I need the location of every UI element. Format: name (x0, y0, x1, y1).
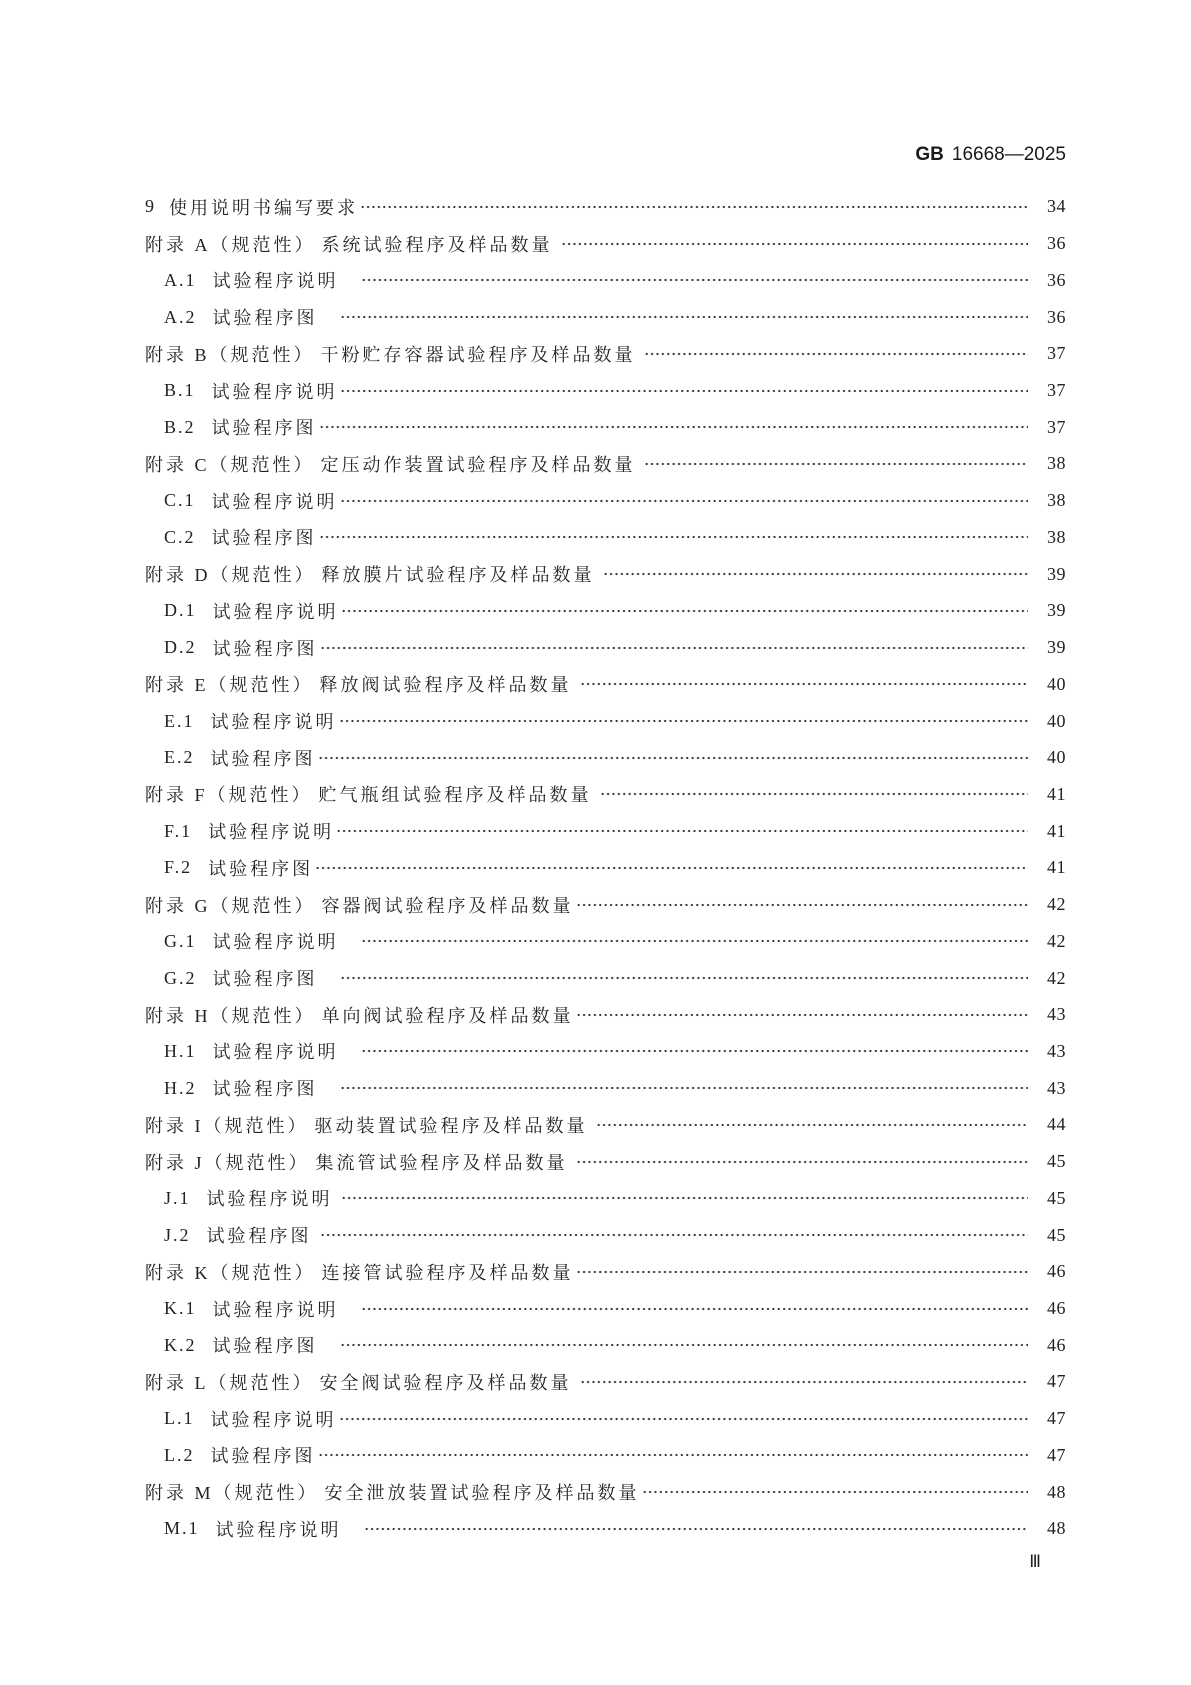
toc-entry-number: G.1 (164, 930, 197, 951)
toc-entry-g-2 (145, 960, 1066, 997)
toc-entry-title: 试验程序图 (212, 308, 318, 329)
toc-entry-e-1 (145, 703, 1066, 740)
toc-entry-title: 试验程序说明 (206, 1189, 333, 1210)
toc-entry-page: 46 (1047, 1298, 1066, 1319)
toc-entry-number: J.2 (164, 1224, 191, 1245)
toc-entry-title: 安全泄放装置试验程序及样品数量 (324, 1483, 640, 1504)
toc-entry-number: F.2 (164, 857, 193, 878)
toc-entry-page: 43 (1047, 1004, 1066, 1025)
toc-entry-title: 释放膜片试验程序及样品数量 (321, 565, 595, 586)
toc-entry-page: 44 (1047, 1114, 1066, 1135)
toc-entry-annex-i (145, 1107, 1066, 1144)
toc-entry-title: 干粉贮存容器试验程序及样品数量 (320, 344, 636, 365)
toc-entry-title: 试验程序图 (211, 418, 317, 439)
toc-entry-number: B.1 (164, 380, 196, 401)
toc-entry-number: D.2 (164, 637, 197, 658)
toc-entry-number: 附录 H（规范性） (145, 1005, 316, 1026)
toc-entry-title: 试验程序说明 (212, 601, 339, 622)
dot-leader (644, 350, 1028, 358)
toc-entry-page: 39 (1047, 563, 1066, 584)
toc-entry-page: 39 (1047, 600, 1066, 621)
toc-entry-c-1 (145, 482, 1066, 519)
toc-entry-page: 37 (1047, 416, 1066, 437)
toc-entry-page: 37 (1047, 343, 1066, 364)
toc-entry-page: 38 (1047, 526, 1066, 547)
toc-entry-annex-k (145, 1253, 1066, 1290)
dot-leader (361, 937, 1029, 945)
dot-leader (341, 607, 1029, 615)
toc-entry-page: 47 (1047, 1408, 1066, 1429)
toc-entry-page: 40 (1047, 710, 1066, 731)
dot-leader (318, 1451, 1029, 1459)
toc-entry-number: 9 (145, 196, 157, 217)
dot-leader (576, 901, 1029, 909)
dot-leader (576, 1158, 1028, 1166)
toc-entry-annex-d (145, 556, 1066, 593)
toc-entry-number: 附录 D（规范性） (145, 565, 316, 586)
toc-entry-title: 单向阀试验程序及样品数量 (321, 1005, 574, 1026)
dot-leader (318, 754, 1029, 762)
toc-entry-page: 41 (1047, 783, 1066, 804)
dot-leader (319, 423, 1028, 431)
toc-entry-title: 试验程序说明 (210, 1409, 337, 1430)
toc-entry-page: 45 (1047, 1187, 1066, 1208)
dot-leader (600, 790, 1028, 798)
toc-entry-title: 试验程序说明 (210, 712, 337, 733)
toc-entry-annex-g (145, 886, 1066, 923)
toc-entry-title: 容器阀试验程序及样品数量 (321, 895, 574, 916)
page-number: Ⅲ (1029, 1552, 1041, 1572)
toc-entry-title: 试验程序说明 (211, 491, 338, 512)
toc-entry-title: 集流管试验程序及样品数量 (315, 1152, 568, 1173)
dot-leader (603, 570, 1029, 578)
gb-prefix: GB (915, 144, 944, 165)
toc-entry-page: 40 (1047, 673, 1066, 694)
toc-entry-title: 使用说明书编写要求 (169, 197, 358, 218)
toc-entry-page: 40 (1047, 747, 1066, 768)
dot-leader (561, 240, 1029, 248)
dot-leader (319, 533, 1028, 541)
toc-entry-title: 试验程序说明 (212, 1042, 339, 1063)
toc-entry-h-2 (145, 1070, 1066, 1107)
toc-entry-page: 43 (1047, 1040, 1066, 1061)
toc-entry-k-1 (145, 1290, 1066, 1327)
toc-entry-number: 附录 F（规范性） (145, 785, 313, 806)
standard-number: 16668—2025 (951, 144, 1066, 165)
toc-entry-annex-m (145, 1474, 1066, 1511)
toc-entry-j-1 (145, 1180, 1066, 1217)
dot-leader (340, 1341, 1029, 1349)
toc-entry-page: 39 (1047, 637, 1066, 658)
toc-entry-annex-f (145, 776, 1066, 813)
toc-entry-number: L.2 (164, 1444, 195, 1465)
toc-entry-m-1 (145, 1510, 1066, 1547)
toc-entry-l-2 (145, 1437, 1066, 1474)
dot-leader (339, 1415, 1029, 1423)
dot-leader (361, 1305, 1029, 1313)
toc-entry-title: 定压动作装置试验程序及样品数量 (320, 454, 636, 475)
toc-entry-k-2 (145, 1327, 1066, 1364)
toc-entry-page: 43 (1047, 1077, 1066, 1098)
toc-entry-annex-h (145, 996, 1066, 1033)
toc-entry-l-1 (145, 1400, 1066, 1437)
toc-entry-page: 42 (1047, 930, 1066, 951)
toc-entry-d-1 (145, 593, 1066, 630)
dot-leader (339, 717, 1029, 725)
toc-entry-page: 48 (1047, 1481, 1066, 1502)
toc-entry-number: K.1 (164, 1298, 197, 1319)
toc-entry-d-2 (145, 629, 1066, 666)
toc-entry-j-2 (145, 1217, 1066, 1254)
dot-leader (580, 1378, 1029, 1386)
toc-entry-title: 连接管试验程序及样品数量 (321, 1262, 574, 1283)
toc-entry-number: A.2 (164, 306, 197, 327)
toc-entry-annex-b (145, 335, 1066, 372)
toc-entry-title: 试验程序说明 (208, 822, 335, 843)
toc-entry-b-2 (145, 409, 1066, 446)
toc-entry-number: F.1 (164, 820, 193, 841)
toc-entry-e-2 (145, 739, 1066, 776)
dot-leader (336, 827, 1028, 835)
toc-entry-page: 46 (1047, 1334, 1066, 1355)
toc-entry-annex-l (145, 1364, 1066, 1401)
dot-leader (364, 1525, 1028, 1533)
toc-entry-page: 48 (1047, 1518, 1066, 1539)
toc-entry-number: 附录 I（规范性） (145, 1115, 309, 1136)
toc-entry-page: 36 (1047, 233, 1066, 254)
toc-entry-f-1 (145, 813, 1066, 850)
toc-entry-number: M.1 (164, 1518, 200, 1539)
dot-leader (320, 644, 1029, 652)
toc-entry-h-1 (145, 1033, 1066, 1070)
toc-entry-number: G.2 (164, 967, 197, 988)
toc-entry-title: 试验程序说明 (212, 932, 339, 953)
table-of-contents (145, 189, 1066, 1548)
toc-entry-page: 47 (1047, 1371, 1066, 1392)
toc-entry-title: 试验程序说明 (211, 381, 338, 402)
toc-entry-number: E.2 (164, 747, 195, 768)
toc-entry-b-1 (145, 372, 1066, 409)
toc-entry-page: 34 (1047, 196, 1066, 217)
toc-entry-annex-a (145, 225, 1066, 262)
toc-entry-title: 释放阀试验程序及样品数量 (319, 675, 572, 696)
toc-entry-page: 38 (1047, 453, 1066, 474)
dot-leader (642, 1488, 1028, 1496)
toc-entry-title: 试验程序图 (212, 638, 318, 659)
toc-entry-title: 驱动装置试验程序及样品数量 (314, 1115, 588, 1136)
dot-leader (340, 497, 1028, 505)
toc-entry-title: 试验程序图 (212, 969, 318, 990)
toc-entry-number: 附录 J（规范性） (145, 1152, 310, 1173)
toc-entry-number: 附录 C（规范性） (145, 454, 315, 475)
toc-entry-number: 附录 L（规范性） (145, 1372, 314, 1393)
toc-entry-number: 附录 G（规范性） (145, 895, 316, 916)
dot-leader (341, 1194, 1028, 1202)
toc-entry-annex-c (145, 446, 1066, 483)
dot-leader (340, 1084, 1029, 1092)
toc-entry-number: K.2 (164, 1334, 197, 1355)
toc-entry-title: 试验程序说明 (212, 1299, 339, 1320)
toc-entry-number: D.1 (164, 600, 197, 621)
toc-entry-page: 38 (1047, 490, 1066, 511)
toc-entry-page: 37 (1047, 380, 1066, 401)
toc-entry-title: 试验程序图 (212, 1079, 318, 1100)
toc-entry-number: 附录 B（规范性） (145, 344, 315, 365)
toc-entry-page: 36 (1047, 306, 1066, 327)
toc-entry-number: 附录 K（规范性） (145, 1262, 316, 1283)
dot-leader (340, 313, 1029, 321)
toc-entry-g-1 (145, 923, 1066, 960)
toc-entry-page: 46 (1047, 1261, 1066, 1282)
toc-entry-number: B.2 (164, 416, 196, 437)
toc-entry-page: 47 (1047, 1444, 1066, 1465)
toc-entry-title: 试验程序图 (210, 1446, 316, 1467)
toc-entry-number: C.1 (164, 490, 196, 511)
dot-leader (580, 680, 1029, 688)
toc-entry-title: 安全阀试验程序及样品数量 (319, 1372, 572, 1393)
toc-entry-title: 试验程序说明 (212, 271, 339, 292)
toc-entry-page: 41 (1047, 820, 1066, 841)
dot-leader (360, 203, 1028, 211)
toc-entry-number: C.2 (164, 526, 196, 547)
toc-entry-title: 试验程序图 (206, 1226, 312, 1247)
toc-entry-number: 附录 A（规范性） (145, 234, 316, 255)
toc-entry-title: 试验程序图 (210, 748, 316, 769)
toc-entry-chapter-9 (145, 189, 1066, 226)
toc-entry-page: 42 (1047, 894, 1066, 915)
toc-entry-page: 45 (1047, 1224, 1066, 1245)
toc-entry-number: 附录 M（规范性） (145, 1483, 319, 1504)
document-code (915, 142, 1066, 168)
toc-entry-title: 试验程序图 (208, 858, 314, 879)
dot-leader (576, 1268, 1029, 1276)
toc-entry-number: 附录 E（规范性） (145, 675, 314, 696)
toc-entry-a-2 (145, 299, 1066, 336)
dot-leader (596, 1121, 1029, 1129)
toc-entry-number: A.1 (164, 269, 197, 290)
toc-entry-annex-e (145, 666, 1066, 703)
toc-entry-title: 系统试验程序及样品数量 (321, 234, 553, 255)
toc-entry-a-1 (145, 262, 1066, 299)
toc-entry-title: 试验程序图 (211, 528, 317, 549)
dot-leader (361, 276, 1029, 284)
dot-leader (315, 864, 1028, 872)
toc-entry-number: H.2 (164, 1077, 197, 1098)
toc-entry-title: 贮气瓶组试验程序及样品数量 (318, 785, 592, 806)
dot-leader (340, 387, 1028, 395)
toc-entry-number: L.1 (164, 1408, 195, 1429)
toc-entry-annex-j (145, 1143, 1066, 1180)
toc-entry-title: 试验程序图 (212, 1336, 318, 1357)
dot-leader (361, 1047, 1029, 1055)
dot-leader (644, 460, 1028, 468)
toc-entry-page: 42 (1047, 967, 1066, 988)
dot-leader (320, 1231, 1028, 1239)
toc-entry-page: 45 (1047, 1151, 1066, 1172)
toc-entry-number: J.1 (164, 1187, 191, 1208)
toc-entry-page: 41 (1047, 857, 1066, 878)
toc-entry-number: H.1 (164, 1040, 197, 1061)
toc-entry-c-2 (145, 519, 1066, 556)
toc-entry-f-2 (145, 850, 1066, 887)
toc-entry-number: E.1 (164, 710, 195, 731)
toc-entry-page: 36 (1047, 269, 1066, 290)
dot-leader (576, 1011, 1029, 1019)
toc-entry-title: 试验程序说明 (215, 1519, 342, 1540)
dot-leader (340, 974, 1029, 982)
